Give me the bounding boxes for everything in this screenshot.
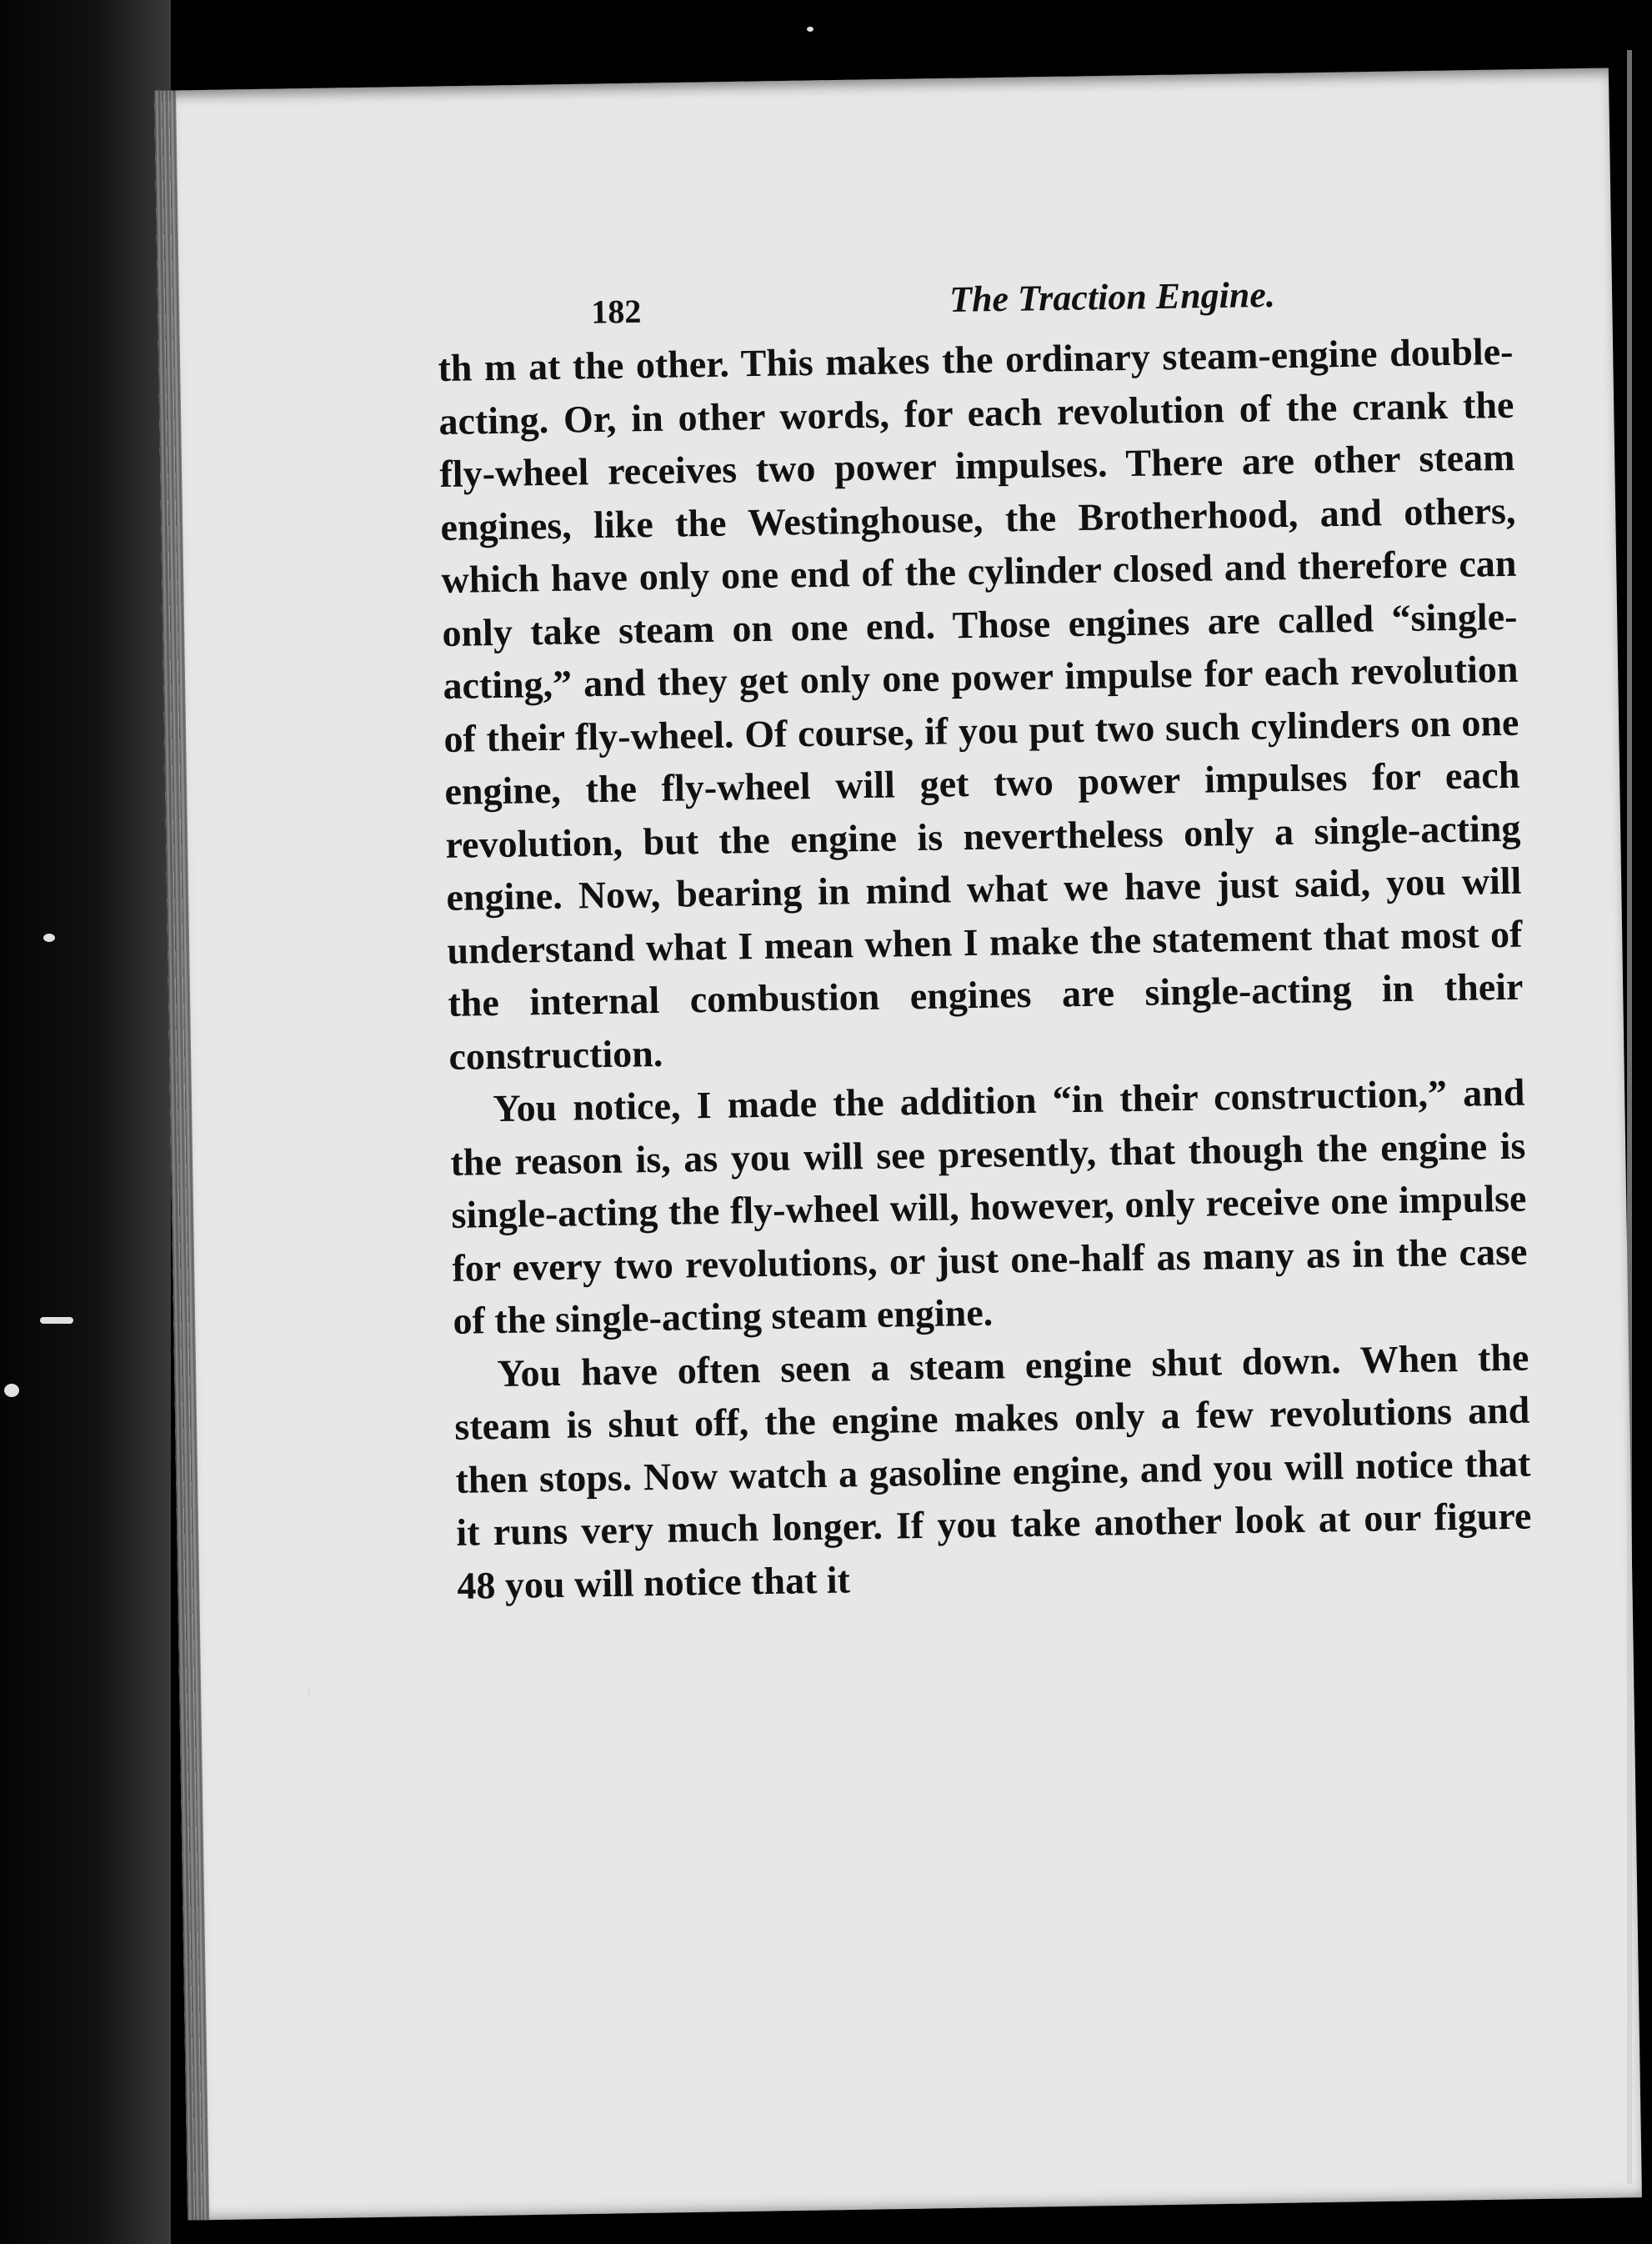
scan-speck (4, 1384, 19, 1397)
body-text (438, 325, 1533, 1612)
running-title: The Traction Engine. (949, 273, 1276, 320)
scan-speck (40, 1317, 73, 1324)
book-spine-shadow (0, 0, 171, 2244)
paragraph-3: You have often seen a steam engine shut down. When the steam is shut off, the engine makes only a few revolutions and then stops. Now watch a gasoline engine, and you will notice that it runs very much longer. If you take another look at our figure 48 you will notice that it (454, 1335, 1532, 1607)
scan-speck (807, 27, 813, 32)
scan-speck (307, 1688, 311, 1696)
paragraph-1: th m at the other. This makes the ordinary steam-engine double-acting. Or, in other words, for each revolution of the crank the fly-wheel receives two power impulses. There are other steam engines, like the Westinghouse, the Brotherhood, and others, which have only one end of the cylinder closed and therefore can only take steam on one end. Those engines are called “single-acting,” and they get only one power impulse for each revolution of their fly-wheel. Of course, if you put two such cylinders on one engine, the fly-wheel will get two power impulses for each revolution, but the engine is nevertheless only a single-acting engine. Now, bearing in mind what we have just said, you will understand what I mean when I make the statement that most of the internal combustion engines are single-acting in their construction. (438, 329, 1524, 1078)
facing-page-edge (1627, 50, 1632, 2184)
scan-speck (43, 934, 55, 942)
page-number: 182 (590, 292, 642, 331)
paragraph-2: You notice, I made the addition “in their construction,” and the reason is, as you will see presently, that though the engine is single-acting the fly-wheel will, however, only receive one impulse for every two revolutions, or just one-half as many as in the case of the single-acting steam engine. (450, 1070, 1528, 1342)
